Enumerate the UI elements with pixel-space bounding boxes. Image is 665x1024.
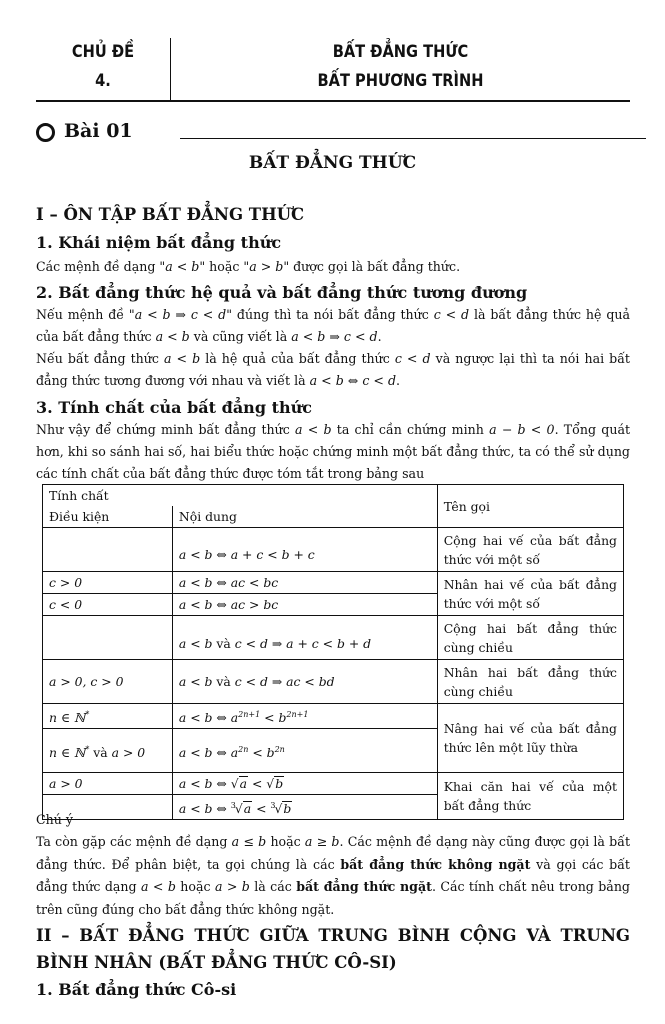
note-label: Chú ý (36, 812, 73, 827)
section-2-heading-line-1: II – BẤT ĐẲNG THỨC GIỮA TRUNG BÌNH CỘNG VÀ TRUNG (36, 926, 630, 945)
chapter-topic-cell (171, 38, 630, 100)
row-condition (43, 616, 173, 660)
section-2-heading-line-2: BÌNH NHÂN (BẤT ĐẲNG THỨC CÔ-SI) (36, 953, 397, 972)
header-property: Tính chất (43, 485, 438, 507)
subsection-1-heading: 1. Khái niệm bất đẳng thức (36, 233, 282, 252)
row-content: a < b ⇔ $a^{2n+1} < b^{2n+1}$ (172, 704, 437, 729)
table-row (43, 704, 624, 729)
subsection-2-paragraph-1: Nếu mệnh đề "a < b ⇒ c < d" đúng thì ta nói bất đẳng thức c < d là bất đẳng thức hệ quả của bất đẳng thức a < b và cũng viết là a < b ⇒ c < d. (36, 307, 630, 344)
note-text: Ta còn gặp các mệnh đề dạng a ≤ b hoặc a ≥ b. Các mệnh đề dạng này cũng được gọi là bất đẳng thức. Để phân biệt, ta gọi chúng là các bất đẳng thức không ngặt và gọi các bất đẳng thức dạng a < b hoặc a > b là các bất đẳng thức ngặt. Các tính chất nêu trong bảng trên cũng đúng cho bất đẳng thức không ngặt. (36, 834, 631, 917)
subsection-2-heading: 2. Bất đẳng thức hệ quả và bất đẳng thức tương đương (36, 283, 528, 302)
subsection-3-heading: 3. Tính chất của bất đẳng thức (36, 398, 312, 417)
row-content: a < b ⇔ ac < bc (172, 572, 437, 594)
lesson-underline (180, 138, 646, 139)
table-header-row (43, 485, 624, 507)
row-condition (43, 528, 173, 572)
table-row (43, 528, 624, 572)
table-row (43, 616, 624, 660)
row-name: Nhân hai bất đẳng thức cùng chiều (437, 660, 623, 704)
row-condition: c < 0 (43, 594, 173, 616)
row-condition: a > 0 (43, 773, 173, 795)
header-content: Nội dung (172, 506, 437, 528)
inequality-properties-table (42, 484, 624, 820)
row-condition: a > 0, c > 0 (43, 660, 173, 704)
table-row (43, 572, 624, 594)
row-condition: n ∈ ℕ* (43, 704, 173, 729)
header-name: Tên gọi (437, 485, 623, 528)
row-name: Khai căn hai vế của một bất đẳng thức (437, 773, 623, 820)
row-name: Cộng hai bất đẳng thức cùng chiều (437, 616, 623, 660)
section-1-heading: I – ÔN TẬP BẤT ĐẲNG THỨC (36, 205, 305, 224)
row-content: a < b ⇔ ac > bc (172, 594, 437, 616)
row-name: Nâng hai vế của bất đẳng thức lên một lũy thừa (437, 704, 623, 773)
row-content: a < b và c < d ⇒ ac < bd (172, 660, 437, 704)
row-condition: n ∈ ℕ* và a > 0 (43, 729, 173, 773)
row-content: a < b ⇔ √a < √b (172, 773, 437, 795)
topic-line-2: BẤT PHƯƠNG TRÌNH (317, 71, 484, 91)
subsection-2-text (36, 304, 630, 392)
circle-bullet-icon (36, 123, 55, 142)
row-content: a < b và c < d ⇒ a + c < b + d (172, 616, 437, 660)
subsection-3-text: Như vậy để chứng minh bất đẳng thức a < b ta chỉ cần chứng minh a − b < 0. Tổng quát hơn, khi so sánh hai số, hai biểu thức hoặc chứng minh một bất đẳng thức, ta có thể sử dụng các tính chất của bất đẳng thức được tóm tắt trong bảng sau (36, 422, 631, 481)
lesson-center-title: BẤT ĐẲNG THỨC (248, 153, 417, 173)
row-name: Cộng hai vế của bất đẳng thức với một số (437, 528, 623, 572)
header-condition: Điều kiện (43, 506, 173, 528)
lesson-heading (36, 118, 610, 146)
chapter-number-cell (36, 38, 171, 100)
topic-line-1: BẤT ĐẲNG THỨC (332, 42, 469, 62)
row-content: a < b ⇔ $^3$√a < $^3$√b (172, 795, 437, 820)
lesson-title: Bài 01 (64, 120, 133, 142)
table-row (43, 660, 624, 704)
chapter-header (36, 38, 630, 102)
subsection-1-text: Các mệnh đề dạng "a < b" hoặc "a > b" được gọi là bất đẳng thức. (36, 259, 461, 274)
subsection-2-paragraph-2: Nếu bất đẳng thức a < b là hệ quả của bất đẳng thức c < d và ngược lại thì ta nói hai bất đẳng thức tương đương với nhau và viết là a < b ⇔ c < d. (36, 351, 630, 388)
row-content: a < b ⇔ $a^{2n} < b^{2n}$ (172, 729, 437, 773)
row-name: Nhân hai vế của bất đẳng thức với một số (437, 572, 623, 616)
table-row (43, 773, 624, 795)
chapter-number: 4. (95, 71, 111, 91)
section-2-heading (36, 922, 630, 976)
row-condition: c > 0 (43, 572, 173, 594)
chapter-label: CHỦ ĐỀ (71, 42, 135, 62)
row-content: a < b ⇔ a + c < b + c (172, 528, 437, 572)
section-2-subsection-1-heading: 1. Bất đẳng thức Cô-si (36, 980, 237, 999)
